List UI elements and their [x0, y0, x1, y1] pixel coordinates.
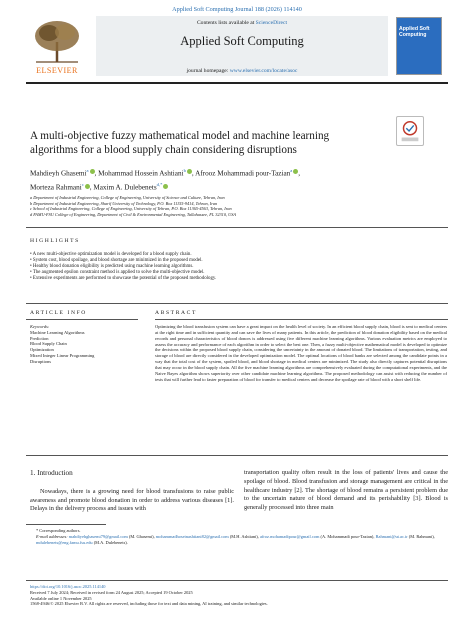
- affiliation-item: d FAMU-FSU College of Engineering, Department of Civil & Environmental Engineering, Tallahassee, FL 32310, USA: [30, 212, 236, 218]
- article-title: A multi-objective fuzzy mathematical model and machine learning algorithms for a blood supply chain considering disruptions: [30, 130, 330, 156]
- article-history: [30, 584, 450, 607]
- check-for-updates-icon[interactable]: [396, 116, 424, 146]
- author-name[interactable]: Mahdieyh Ghasemi: [30, 169, 87, 178]
- highlight-item: • System cost, blood spoilage, and blood shortage are minimized in the proposed model.: [30, 258, 203, 264]
- article-info-heading: ARTICLE INFO: [30, 310, 87, 316]
- journal-reference[interactable]: Applied Soft Computing Journal 188 (2026) 114140: [172, 6, 302, 13]
- author-name[interactable]: Maxim A. Dulebenets: [93, 183, 157, 192]
- abstract-rule: [155, 319, 448, 320]
- corresponding-note: * Corresponding authors.: [36, 528, 81, 533]
- journal-name: Applied Soft Computing: [180, 34, 304, 48]
- footnote-rule: [26, 524, 106, 525]
- contents-line: [96, 20, 388, 26]
- affiliation-item: b Department of Industrial Engineering, Sharif University of Technology, P.O. Box 11155-9414, Tehran, Iran: [30, 200, 218, 206]
- section-divider: [26, 455, 448, 456]
- email-owner: (M. Ghasemi),: [128, 533, 155, 539]
- cover-title: Applied Soft Computing: [399, 26, 430, 38]
- publisher-name: ELSEVIER: [36, 66, 78, 75]
- available-online: Available online 1 November 2025: [30, 595, 92, 601]
- highlight-item: • A new multi-objective optimization model is developed for a blood supply chain.: [30, 252, 192, 257]
- keyword-item: Machine Learning Algorithms: [30, 329, 85, 335]
- doi-link[interactable]: https://doi.org/10.1016/j.asoc.2025.114140: [30, 584, 106, 589]
- orcid-icon[interactable]: [163, 184, 168, 189]
- email-link[interactable]: mahdiyehghasemi79@gmail.com: [68, 533, 128, 539]
- received-dates: Received 7 July 2024; Received in revised form 24 August 2025; Accepted 19 October 2025: [30, 589, 193, 595]
- highlights-list: [30, 252, 450, 282]
- contents-prefix: Contents lists available at: [196, 20, 256, 26]
- section-divider: [26, 303, 448, 304]
- keyword-item: Disruptions: [30, 358, 52, 364]
- header-rule: [26, 82, 448, 84]
- highlight-item: • The augmented epsilon constraint method is applied to solve the multi-objective model.: [30, 270, 205, 276]
- email-link[interactable]: mdulebenets@eng.famu.fsu.edu: [36, 539, 93, 545]
- affiliation-item: a Department of Industrial Engineering, College of Engineering, University of Science and Culture, Tehran, Iran: [30, 195, 225, 200]
- affiliation-sup: d,*: [156, 182, 163, 188]
- keyword-item: Optimization: [30, 347, 54, 353]
- section-divider: [26, 227, 448, 228]
- affiliation-sup: b: [183, 168, 186, 173]
- email-link[interactable]: Rahmani@ut.ac.ir: [375, 533, 408, 539]
- email-owner: (A. Mohammadi pour-Tazian),: [320, 533, 375, 539]
- intro-paragraph: Nowadays, there is a growing need for blood transfusions to raise public awareness and promote blood donation in order to address various diseases [1]. Delays in the delivery process and issues with: [30, 487, 234, 513]
- email-owner: (M.H. Ashtiani),: [229, 533, 259, 539]
- homepage-link[interactable]: www.elsevier.com/locate/asoc: [229, 68, 298, 74]
- affiliation-sup: c: [81, 182, 84, 188]
- email-link[interactable]: mohammadhoseinashtiani82@gmail.com: [155, 533, 229, 539]
- body-column-right: [244, 469, 448, 513]
- homepage-prefix: journal homepage:: [186, 68, 230, 74]
- keywords-block: [30, 324, 140, 365]
- keyword-item: Prediction: [30, 335, 49, 341]
- orcid-icon[interactable]: [90, 169, 95, 174]
- orcid-icon[interactable]: [85, 184, 90, 189]
- emails-label: E-mail addresses:: [36, 533, 68, 539]
- author-name[interactable]: Mohammad Hossein Ashtiani: [98, 169, 184, 178]
- intro-heading: 1. Introduction: [30, 469, 73, 477]
- email-owner: (M.A. Dulebenets).: [93, 539, 128, 545]
- affiliation-sup: a: [290, 168, 293, 173]
- affiliations: [30, 195, 450, 218]
- abstract-text: Optimizing the blood transfusion system can have a great impact on the health level of society. In an efficient blood supply chain, blood is sent to medical centers at the right time and in sufficient quantity and can save the lives of many patients. In this article, the prediction of blood donation eligibility based on the medical records and personal characteristics of blood donors is addressed using five different machine learning algorithms. Various evaluation metrics are employed to assess the accuracy and performance of each algorithm in order to select the best one. Then, a fuzzy multi-objective mathematical model is developed to optimize the decisions within the proposed blood supply chain, considering the uncertainty in the amount of donated blood. The limitations of transportation, testing, and storage of blood are directly considered in the developed optimization model. The optimal locations of blood banks are selected among the candidate points in a way that the total cost of the system, spoiled blood, and blood shortage in medical centers are minimized. The study also directly captures potential disruptions that may occur in the blood supply chain. All the five machine learning algorithms are comprehensively evaluated during the computational experiments, and the Naive Bayes algorithm shows superiority over other candidate machine learning algorithms. The proposed methodology can assist with reducing the number of tests that will further lead to faster preparation of blood for transfer to medical centers and decrease the spoilage rate of blood with a short shelf life.: [155, 324, 447, 382]
- footnotes: [30, 528, 450, 545]
- keyword-item: Mixed Integer Linear Programming: [30, 352, 95, 358]
- affiliation-sup: a: [86, 168, 89, 173]
- body-column-left: [30, 469, 234, 514]
- author-name[interactable]: Afrooz Mohammadi pour-Tazian: [195, 169, 291, 178]
- affiliation-item: c School of Industrial Engineering, College of Engineering, University of Tehran, P.O. Box 11365-4563, Tehran, Iran: [30, 206, 232, 212]
- orcid-icon[interactable]: [187, 169, 192, 174]
- keyword-item: Blood Supply Chain: [30, 341, 67, 347]
- footer-rule: [26, 580, 448, 581]
- intro-paragraph-cont: transportation quality often result in the loss of patients' lives and cause the spoilage of blood. Blood transfusion and storage management are critical in the healthcare industry [2]. The shortage of blood remains a persistent problem due to the uncertain nature of blood demand and its perishability [3]. Blood is generally processed into three main: [244, 469, 448, 512]
- elsevier-tree-logo: [30, 18, 84, 64]
- email-link[interactable]: afroz.mohamadipour@gmail.com: [259, 533, 320, 539]
- copyright: 1568-4946/© 2025 Elsevier B.V. All rights are reserved, including those for text and data mining, AI training, and similar technologies.: [30, 601, 268, 607]
- author-name[interactable]: Morteza Rahmani: [30, 183, 82, 192]
- email-owner: (M. Rahmani),: [408, 533, 435, 539]
- highlight-item: • Healthy blood donation eligibility is predicted using machine learning algorithms.: [30, 264, 194, 270]
- orcid-icon[interactable]: [293, 169, 298, 174]
- highlights-heading: HIGHLIGHTS: [30, 238, 80, 244]
- journal-homepage: [96, 68, 388, 74]
- article-info-rule: [26, 319, 138, 320]
- sciencedirect-link[interactable]: ScienceDirect: [255, 20, 288, 26]
- keywords-label: Keywords:: [30, 324, 50, 329]
- author-list: Mahdieyh Ghasemi$^a$ , Mohammad Hossein Ashtiani$^b$ , Afrooz Mohammadi pour-Tazian$^a$ , Morteza Rahmani$^c$ , Maxim A. Dulebenets$^{d,*}$: [30, 168, 301, 192]
- highlight-item: • Extensive experiments are performed to showcase the potential of the proposed methodology.: [30, 276, 217, 282]
- abstract-heading: ABSTRACT: [155, 310, 198, 316]
